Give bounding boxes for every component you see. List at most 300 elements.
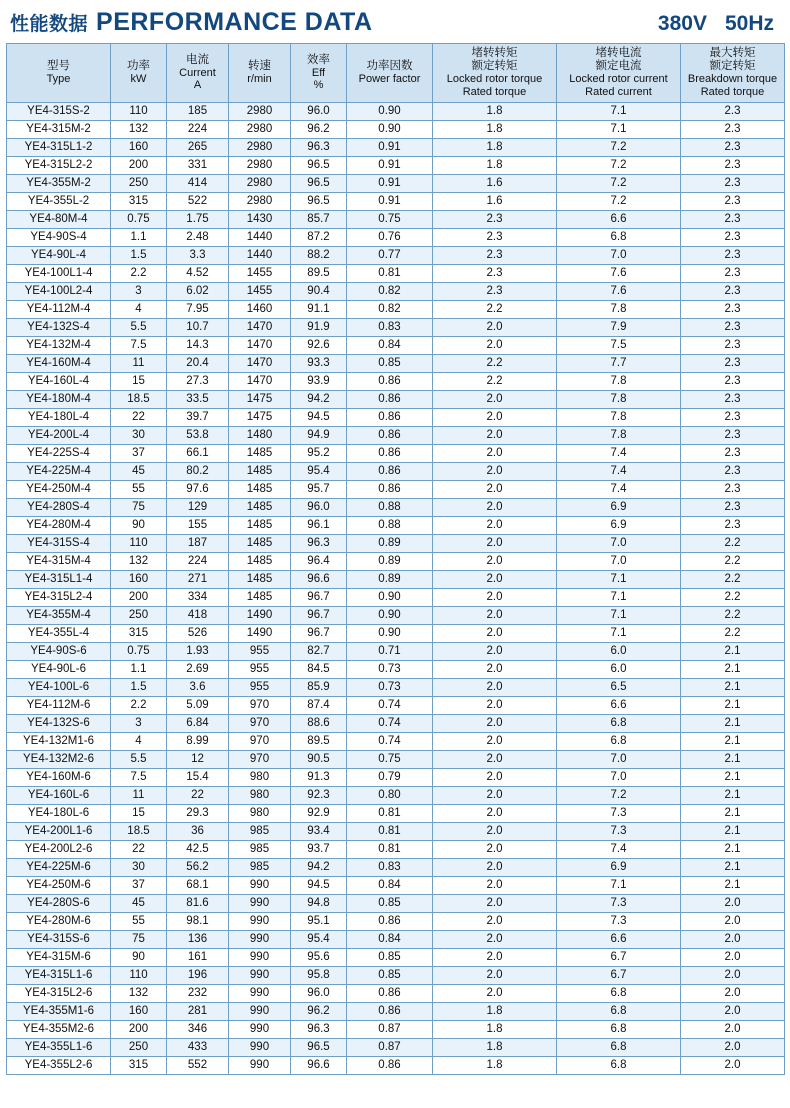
cell-value: 1.93	[167, 642, 229, 660]
table-row	[7, 912, 785, 930]
cell-type: YE4-355L-4	[7, 624, 111, 642]
cell-value: 2.0	[433, 516, 557, 534]
cell-value: 14.3	[167, 336, 229, 354]
cell-value: 96.0	[291, 984, 347, 1002]
column-header-current	[167, 44, 229, 103]
cell-type: YE4-100L1-4	[7, 264, 111, 282]
cell-value: 29.3	[167, 804, 229, 822]
cell-value: 0.75	[111, 642, 167, 660]
cell-value: 75	[111, 498, 167, 516]
cell-value: 0.86	[347, 1002, 433, 1020]
cell-value: 1485	[229, 534, 291, 552]
cell-type: YE4-132M-4	[7, 336, 111, 354]
performance-table	[6, 43, 785, 1075]
cell-value: 2.0	[433, 390, 557, 408]
table-row	[7, 354, 785, 372]
cell-type: YE4-112M-6	[7, 696, 111, 714]
table-row	[7, 624, 785, 642]
cell-value: 0.90	[347, 606, 433, 624]
cell-value: 990	[229, 1056, 291, 1074]
cell-value: 6.8	[557, 732, 681, 750]
cell-value: 110	[111, 102, 167, 120]
cell-value: 96.3	[291, 138, 347, 156]
cell-value: 7.6	[557, 264, 681, 282]
cell-value: 93.3	[291, 354, 347, 372]
cell-value: 2.2	[681, 606, 785, 624]
cell-type: YE4-355M2-6	[7, 1020, 111, 1038]
cell-value: 6.9	[557, 858, 681, 876]
cell-value: 0.86	[347, 1056, 433, 1074]
cell-value: 0.89	[347, 570, 433, 588]
cell-value: 526	[167, 624, 229, 642]
cell-value: 1.8	[433, 120, 557, 138]
cell-value: 200	[111, 156, 167, 174]
cell-value: 955	[229, 660, 291, 678]
cell-value: 250	[111, 1038, 167, 1056]
cell-value: 6.7	[557, 948, 681, 966]
cell-value: 68.1	[167, 876, 229, 894]
cell-value: 2.2	[681, 624, 785, 642]
cell-value: 6.8	[557, 714, 681, 732]
cell-value: 2.3	[681, 444, 785, 462]
cell-value: 2.3	[433, 228, 557, 246]
cell-value: 2.2	[681, 588, 785, 606]
cell-value: 12	[167, 750, 229, 768]
cell-value: 2.3	[681, 516, 785, 534]
cell-value: 2.0	[681, 930, 785, 948]
cell-value: 7.8	[557, 426, 681, 444]
cell-value: 95.7	[291, 480, 347, 498]
cell-value: 6.8	[557, 1056, 681, 1074]
table-row	[7, 336, 785, 354]
cell-value: 37	[111, 876, 167, 894]
cell-value: 2.3	[681, 138, 785, 156]
cell-value: 990	[229, 984, 291, 1002]
cell-value: 2.0	[433, 570, 557, 588]
cell-value: 2.2	[111, 264, 167, 282]
cell-value: 2.0	[433, 642, 557, 660]
cell-value: 89.5	[291, 264, 347, 282]
cell-value: 2.48	[167, 228, 229, 246]
cell-value: 7.3	[557, 822, 681, 840]
table-row	[7, 678, 785, 696]
cell-value: 2.0	[433, 714, 557, 732]
cell-value: 7.2	[557, 138, 681, 156]
cell-value: 2.1	[681, 714, 785, 732]
cell-value: 2980	[229, 174, 291, 192]
cell-value: 0.91	[347, 156, 433, 174]
cell-value: 45	[111, 462, 167, 480]
table-row	[7, 228, 785, 246]
table-row	[7, 768, 785, 786]
cell-type: YE4-315L1-6	[7, 966, 111, 984]
cell-value: 414	[167, 174, 229, 192]
cell-value: 271	[167, 570, 229, 588]
cell-value: 88.6	[291, 714, 347, 732]
page-title-en: PERFORMANCE DATA	[96, 8, 373, 36]
cell-value: 2.2	[681, 534, 785, 552]
cell-value: 0.86	[347, 408, 433, 426]
cell-value: 970	[229, 750, 291, 768]
cell-value: 15	[111, 804, 167, 822]
cell-value: 0.90	[347, 588, 433, 606]
column-header-type-cn: 型号	[47, 59, 70, 72]
table-row	[7, 804, 785, 822]
cell-value: 7.1	[557, 876, 681, 894]
page-header	[6, 6, 784, 43]
cell-type: YE4-315L2-4	[7, 588, 111, 606]
cell-value: 96.1	[291, 516, 347, 534]
cell-value: 6.5	[557, 678, 681, 696]
cell-value: 2.0	[433, 480, 557, 498]
cell-value: 7.1	[557, 120, 681, 138]
cell-type: YE4-315L2-6	[7, 984, 111, 1002]
cell-value: 1.5	[111, 246, 167, 264]
table-row	[7, 102, 785, 120]
cell-value: 1430	[229, 210, 291, 228]
cell-type: YE4-132M2-6	[7, 750, 111, 768]
cell-value: 1470	[229, 372, 291, 390]
cell-type: YE4-280M-4	[7, 516, 111, 534]
cell-value: 90	[111, 516, 167, 534]
cell-value: 93.7	[291, 840, 347, 858]
cell-value: 0.87	[347, 1020, 433, 1038]
cell-type: YE4-90L-6	[7, 660, 111, 678]
cell-value: 15	[111, 372, 167, 390]
cell-value: 1.5	[111, 678, 167, 696]
cell-value: 7.8	[557, 300, 681, 318]
cell-type: YE4-180L-4	[7, 408, 111, 426]
cell-type: YE4-200L-4	[7, 426, 111, 444]
cell-type: YE4-180L-6	[7, 804, 111, 822]
table-row	[7, 282, 785, 300]
cell-value: 1485	[229, 516, 291, 534]
table-body	[7, 102, 785, 1074]
cell-value: 93.4	[291, 822, 347, 840]
cell-value: 90.5	[291, 750, 347, 768]
cell-type: YE4-160L-4	[7, 372, 111, 390]
column-header-current-unit: A	[193, 79, 202, 92]
cell-type: YE4-90L-4	[7, 246, 111, 264]
cell-value: 80.2	[167, 462, 229, 480]
table-row	[7, 606, 785, 624]
cell-type: YE4-80M-4	[7, 210, 111, 228]
table-row	[7, 570, 785, 588]
table-row	[7, 552, 785, 570]
cell-value: 2.3	[681, 102, 785, 120]
cell-value: 4	[111, 732, 167, 750]
cell-value: 955	[229, 678, 291, 696]
table-row	[7, 732, 785, 750]
cell-value: 96.5	[291, 192, 347, 210]
cell-type: YE4-355L2-6	[7, 1056, 111, 1074]
column-header-lrc-cn1: 堵转电流	[595, 47, 642, 59]
cell-value: 2.3	[681, 228, 785, 246]
cell-type: YE4-160L-6	[7, 786, 111, 804]
cell-value: 95.4	[291, 462, 347, 480]
column-header-efficiency-unit: %	[313, 79, 324, 92]
cell-value: 0.75	[111, 210, 167, 228]
cell-value: 90.4	[291, 282, 347, 300]
cell-value: 0.86	[347, 372, 433, 390]
cell-value: 185	[167, 102, 229, 120]
cell-value: 980	[229, 768, 291, 786]
cell-type: YE4-112M-4	[7, 300, 111, 318]
cell-type: YE4-315M-6	[7, 948, 111, 966]
cell-value: 6.84	[167, 714, 229, 732]
cell-value: 110	[111, 534, 167, 552]
cell-value: 7.0	[557, 552, 681, 570]
table-row	[7, 444, 785, 462]
cell-value: 95.2	[291, 444, 347, 462]
cell-value: 0.81	[347, 822, 433, 840]
table-row	[7, 516, 785, 534]
table-header	[7, 44, 785, 103]
column-header-locked-rotor-torque	[433, 44, 557, 103]
cell-value: 7.4	[557, 840, 681, 858]
cell-value: 0.84	[347, 930, 433, 948]
cell-value: 7.2	[557, 174, 681, 192]
table-row	[7, 318, 785, 336]
cell-type: YE4-90S-4	[7, 228, 111, 246]
table-header-row	[7, 44, 785, 103]
cell-value: 132	[111, 552, 167, 570]
cell-value: 1.8	[433, 1002, 557, 1020]
cell-type: YE4-200L1-6	[7, 822, 111, 840]
table-row	[7, 984, 785, 1002]
cell-value: 1490	[229, 606, 291, 624]
cell-value: 2.0	[433, 606, 557, 624]
cell-value: 94.9	[291, 426, 347, 444]
column-header-breakdown-torque	[681, 44, 785, 103]
cell-value: 36	[167, 822, 229, 840]
cell-type: YE4-280S-6	[7, 894, 111, 912]
table-row	[7, 966, 785, 984]
cell-value: 2.3	[681, 192, 785, 210]
cell-value: 39.7	[167, 408, 229, 426]
cell-value: 2.3	[681, 390, 785, 408]
cell-value: 75	[111, 930, 167, 948]
table-row	[7, 174, 785, 192]
cell-value: 232	[167, 984, 229, 1002]
cell-value: 2.1	[681, 696, 785, 714]
cell-value: 45	[111, 894, 167, 912]
cell-value: 7.9	[557, 318, 681, 336]
cell-value: 94.5	[291, 408, 347, 426]
cell-value: 6.8	[557, 1020, 681, 1038]
cell-value: 88.2	[291, 246, 347, 264]
cell-value: 315	[111, 1056, 167, 1074]
cell-value: 2.0	[433, 678, 557, 696]
cell-value: 5.5	[111, 750, 167, 768]
table-row	[7, 930, 785, 948]
table-row	[7, 822, 785, 840]
cell-value: 0.86	[347, 462, 433, 480]
page-title-cn: 性能数据	[10, 14, 89, 35]
column-header-power-factor	[347, 44, 433, 103]
cell-value: 187	[167, 534, 229, 552]
cell-value: 56.2	[167, 858, 229, 876]
cell-value: 200	[111, 588, 167, 606]
cell-value: 84.5	[291, 660, 347, 678]
cell-value: 89.5	[291, 732, 347, 750]
cell-value: 2.0	[433, 786, 557, 804]
cell-value: 55	[111, 912, 167, 930]
cell-value: 0.86	[347, 390, 433, 408]
cell-value: 30	[111, 426, 167, 444]
cell-value: 2.0	[433, 876, 557, 894]
table-row	[7, 786, 785, 804]
cell-type: YE4-280S-4	[7, 498, 111, 516]
cell-value: 1.8	[433, 102, 557, 120]
cell-value: 281	[167, 1002, 229, 1020]
cell-type: YE4-180M-4	[7, 390, 111, 408]
cell-value: 2.3	[681, 174, 785, 192]
column-header-locked-rotor-current	[557, 44, 681, 103]
table-row	[7, 894, 785, 912]
table-row	[7, 588, 785, 606]
table-row	[7, 1020, 785, 1038]
cell-value: 2.1	[681, 678, 785, 696]
cell-value: 990	[229, 948, 291, 966]
cell-value: 2.0	[433, 552, 557, 570]
cell-value: 0.74	[347, 732, 433, 750]
cell-value: 2.0	[681, 912, 785, 930]
cell-value: 2.2	[433, 354, 557, 372]
cell-value: 4.52	[167, 264, 229, 282]
cell-value: 990	[229, 1038, 291, 1056]
cell-value: 2.0	[681, 1020, 785, 1038]
cell-value: 27.3	[167, 372, 229, 390]
cell-value: 1.1	[111, 660, 167, 678]
cell-type: YE4-355L1-6	[7, 1038, 111, 1056]
table-row	[7, 696, 785, 714]
column-header-type	[7, 44, 111, 103]
cell-value: 990	[229, 1002, 291, 1020]
cell-value: 94.2	[291, 858, 347, 876]
column-header-bdt-en1: Breakdown torque	[687, 73, 778, 86]
cell-value: 0.87	[347, 1038, 433, 1056]
cell-value: 7.0	[557, 534, 681, 552]
column-header-speed	[229, 44, 291, 103]
cell-value: 96.7	[291, 624, 347, 642]
cell-value: 1485	[229, 444, 291, 462]
cell-value: 55	[111, 480, 167, 498]
cell-value: 2.2	[681, 552, 785, 570]
cell-value: 7.95	[167, 300, 229, 318]
table-row	[7, 138, 785, 156]
cell-value: 7.4	[557, 444, 681, 462]
cell-value: 1.1	[111, 228, 167, 246]
cell-value: 2.3	[681, 318, 785, 336]
table-row	[7, 876, 785, 894]
cell-type: YE4-132S-4	[7, 318, 111, 336]
cell-value: 0.73	[347, 660, 433, 678]
cell-value: 2.3	[681, 156, 785, 174]
cell-value: 2.3	[681, 498, 785, 516]
column-header-power	[111, 44, 167, 103]
cell-value: 2.3	[433, 246, 557, 264]
cell-value: 2.1	[681, 822, 785, 840]
cell-value: 2.0	[433, 750, 557, 768]
cell-value: 2.1	[681, 660, 785, 678]
cell-value: 1485	[229, 552, 291, 570]
cell-type: YE4-280M-6	[7, 912, 111, 930]
cell-value: 129	[167, 498, 229, 516]
cell-value: 7.6	[557, 282, 681, 300]
cell-value: 2.3	[681, 300, 785, 318]
table-row	[7, 660, 785, 678]
cell-value: 0.84	[347, 876, 433, 894]
cell-value: 7.2	[557, 786, 681, 804]
cell-type: YE4-225S-4	[7, 444, 111, 462]
cell-value: 94.2	[291, 390, 347, 408]
cell-value: 93.9	[291, 372, 347, 390]
cell-value: 265	[167, 138, 229, 156]
cell-value: 2.0	[433, 984, 557, 1002]
cell-type: YE4-160M-4	[7, 354, 111, 372]
cell-value: 0.80	[347, 786, 433, 804]
cell-value: 346	[167, 1020, 229, 1038]
cell-value: 92.9	[291, 804, 347, 822]
cell-value: 3	[111, 282, 167, 300]
cell-value: 0.86	[347, 912, 433, 930]
column-header-type-en: Type	[46, 73, 71, 86]
cell-value: 2.3	[681, 426, 785, 444]
cell-value: 2.0	[681, 966, 785, 984]
cell-value: 2.3	[681, 372, 785, 390]
cell-value: 91.9	[291, 318, 347, 336]
cell-value: 1.8	[433, 1056, 557, 1074]
cell-value: 0.85	[347, 894, 433, 912]
cell-type: YE4-315L1-4	[7, 570, 111, 588]
cell-value: 7.8	[557, 408, 681, 426]
cell-value: 92.3	[291, 786, 347, 804]
cell-value: 96.5	[291, 1038, 347, 1056]
cell-value: 990	[229, 930, 291, 948]
cell-value: 2.0	[433, 840, 557, 858]
cell-value: 0.75	[347, 210, 433, 228]
cell-value: 2.0	[433, 624, 557, 642]
cell-value: 7.3	[557, 894, 681, 912]
table-row	[7, 714, 785, 732]
column-header-efficiency	[291, 44, 347, 103]
cell-value: 418	[167, 606, 229, 624]
cell-value: 0.71	[347, 642, 433, 660]
cell-value: 2.1	[681, 840, 785, 858]
table-row	[7, 642, 785, 660]
cell-value: 0.88	[347, 498, 433, 516]
cell-value: 0.81	[347, 840, 433, 858]
cell-type: YE4-355M1-6	[7, 1002, 111, 1020]
cell-type: YE4-225M-6	[7, 858, 111, 876]
cell-value: 0.90	[347, 624, 433, 642]
cell-type: YE4-250M-4	[7, 480, 111, 498]
table-row	[7, 120, 785, 138]
cell-value: 6.0	[557, 660, 681, 678]
cell-value: 7.8	[557, 372, 681, 390]
cell-value: 2.3	[681, 282, 785, 300]
cell-value: 315	[111, 624, 167, 642]
header-spec-group	[658, 12, 780, 36]
cell-value: 7.7	[557, 354, 681, 372]
cell-value: 0.91	[347, 192, 433, 210]
cell-value: 990	[229, 876, 291, 894]
cell-value: 22	[111, 840, 167, 858]
cell-value: 0.85	[347, 948, 433, 966]
cell-value: 6.02	[167, 282, 229, 300]
cell-value: 1.75	[167, 210, 229, 228]
